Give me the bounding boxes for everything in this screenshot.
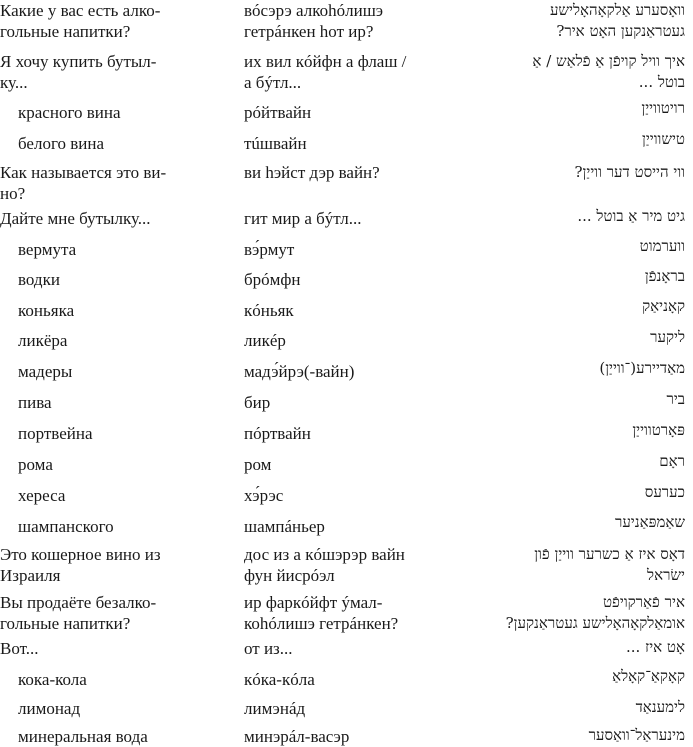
transliteration: бир <box>244 393 271 412</box>
russian-phrase: Вот... <box>0 639 39 658</box>
transliteration: дос из а кóшэрэр вайн фун йисрóэл <box>244 545 405 585</box>
transliteration: лимэнáд <box>244 699 306 718</box>
yiddish-phrase: כערעס <box>644 483 685 501</box>
yiddish-phrase: ראָם <box>659 452 685 470</box>
russian-phrase: водки <box>18 270 60 289</box>
yiddish-phrase: וואָסערע אַלקאָהאָלישע געטראַנקען האָט איר? <box>549 1 685 40</box>
yiddish-phrase: ליקער <box>650 328 685 346</box>
russian-phrase: минеральная вода <box>18 727 148 746</box>
yiddish-phrase: רויטווייַן <box>641 99 685 117</box>
yiddish-phrase: גיט מיר אַ בוטל ... <box>577 207 685 225</box>
transliteration: шампáньер <box>244 517 325 536</box>
yiddish-phrase: דאָס איז אַ כשרער ווייַן פֿון ישׂראל <box>534 545 685 584</box>
transliteration: пóртвайн <box>244 424 311 443</box>
russian-phrase: шампанского <box>18 517 114 536</box>
transliteration: тúшвайн <box>244 134 307 153</box>
yiddish-phrase: מאַדיירע(־ווייַן) <box>599 359 685 377</box>
yiddish-phrase: ווערמוט <box>639 237 685 255</box>
russian-phrase: лимонад <box>18 699 81 718</box>
transliteration: вóсэрэ алкоhóлишэ гетрáнкен hот ир? <box>244 1 384 41</box>
russian-phrase: мадеры <box>18 362 73 381</box>
russian-phrase: Дайте мне бутылку... <box>0 209 151 228</box>
yiddish-phrase: פּאָרטווייַן <box>632 421 685 439</box>
transliteration: мадэ́йрэ(-вайн) <box>244 362 355 381</box>
yiddish-phrase: אָט איז ... <box>625 638 685 656</box>
russian-phrase: ликёра <box>18 331 68 350</box>
russian-phrase: портвейна <box>18 424 93 443</box>
yiddish-phrase: ביר <box>666 390 685 408</box>
transliteration: ром <box>244 455 272 474</box>
russian-phrase: вермута <box>18 240 77 259</box>
transliteration: рóйтвайн <box>244 103 312 122</box>
russian-phrase: белого вина <box>18 134 105 153</box>
transliteration: брóмфн <box>244 270 301 289</box>
transliteration: кóка-кóла <box>244 670 315 689</box>
transliteration: вэ́рмут <box>244 240 295 259</box>
transliteration: минэрáл-васэр <box>244 727 350 746</box>
russian-phrase: Это кошерное вино из Израиля <box>0 545 161 585</box>
yiddish-phrase: קאָניאַק <box>642 297 685 315</box>
transliteration: ир фаркóйфт ýмал- коhóлишэ гетрáнкен? <box>244 593 399 633</box>
transliteration: ви hэйст дэр вайн? <box>244 163 380 182</box>
yiddish-phrase: קאָקאַ־קאָלאַ <box>612 667 685 685</box>
russian-phrase: коньяка <box>18 301 75 320</box>
yiddish-phrase: ווי הייסט דער ווייַן? <box>574 163 685 181</box>
russian-phrase: красного вина <box>18 103 121 122</box>
transliteration: хэ́рэс <box>244 486 284 505</box>
yiddish-phrase: מינעראַל־וואַסער <box>588 726 685 744</box>
yiddish-phrase: איר פֿאַרקויפֿט אומאַלקאָהאָלישע געטראַנקען? <box>505 593 685 632</box>
russian-phrase: кока-кола <box>18 670 87 689</box>
russian-phrase: Как называется это ви- но? <box>0 163 167 203</box>
russian-phrase: Я хочу купить бутыл- ку... <box>0 52 157 92</box>
yiddish-phrase: בראָנפֿן <box>644 267 685 285</box>
transliteration: гит мир а бýтл... <box>244 209 362 228</box>
transliteration: ликéр <box>244 331 286 350</box>
yiddish-phrase: איך וויל קויפֿן אַ פֿלאַש / אַ בוטל ... <box>532 52 685 91</box>
russian-phrase: рома <box>18 455 53 474</box>
russian-phrase: хереса <box>18 486 66 505</box>
russian-phrase: пива <box>18 393 52 412</box>
transliteration: от из... <box>244 639 293 658</box>
transliteration: их вил кóйфн а флаш / а бýтл... <box>244 52 407 92</box>
yiddish-phrase: טישווייַן <box>642 130 685 148</box>
yiddish-phrase: שאַמפּאַניער <box>614 513 685 531</box>
russian-phrase: Вы продаёте безалко- гольные напитки? <box>0 593 157 633</box>
russian-phrase: Какие у вас есть алко- гольные напитки? <box>0 1 161 41</box>
yiddish-phrase: לימענאַד <box>635 698 685 716</box>
transliteration: кóньяк <box>244 301 294 320</box>
